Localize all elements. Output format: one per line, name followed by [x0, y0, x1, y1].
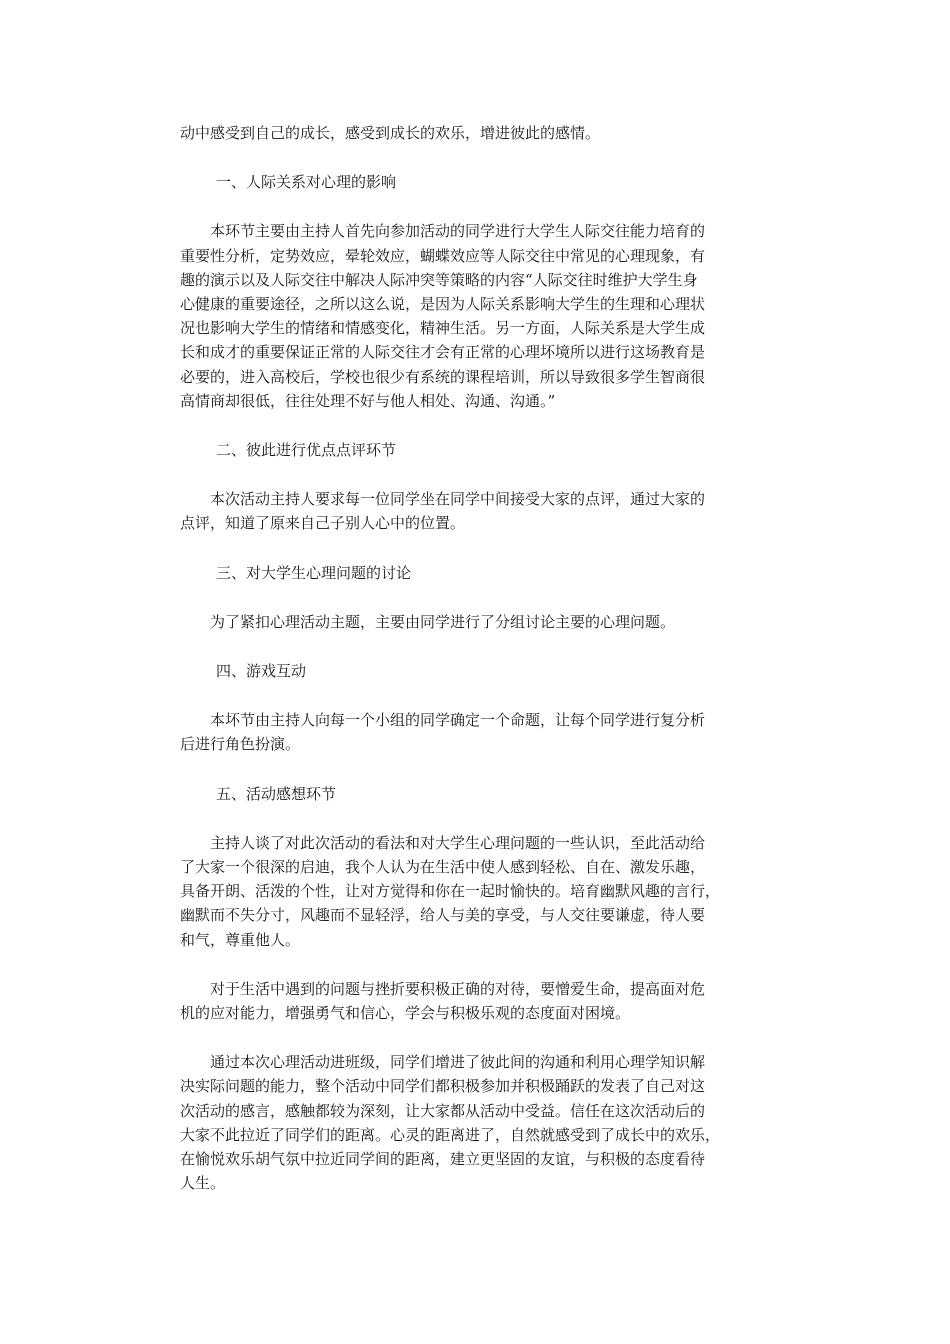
section-heading-4: 四、游戏互动 — [216, 662, 307, 681]
paragraph-section-3: 为了紧扣心理活动主题，主要由同学进行了分组讨论主要的心理问题。 — [210, 612, 676, 631]
section-heading-1: 一、人际关系对心理的影响 — [216, 173, 397, 192]
paragraph-section-4: 本坏节由主持人向每一个小组的同学确定一个命题，让每个同学进行复分析 后进行角色扮演。 — [180, 711, 706, 754]
paragraph-attitude: 对于生活中遇到的问题与挫折要积极正确的对待，要憎爱生命，提高面对危 机的应对能力，增强勇气和信心，学会与积极乐观的态度面对困境。 — [180, 979, 706, 1023]
section-heading-2: 二、彼此进行优点点评环节 — [216, 441, 397, 460]
section-heading-5: 五、活动感想环节 — [216, 784, 337, 803]
section-heading-3: 三、对大学生心理问题的讨论 — [216, 563, 412, 582]
paragraph-section-1: 本环节主要由主持人首先向参加活动的同学进行大学生人际交往能力培育的 重要性分析，定势效应，晕轮效应，蝴蝶效应等人际交往中常见的心理现象，有 趣的演示以及人际交往中解决人际冲突等策略的内容“人际交往时维护大学生身 心健康的重要途径，之所以这么说，是因为人际关系影响大学生的生理和心理状 况也影响大学生的情绪和情感变化，精神生活。另一方面，人际关系是大学生成 长和成才的重要保证正常的人际交往才会有正常的心理坏境所以进行这场教育是 必要的，进入高校后，学校也很少有系统的课程培训，所以导致很多学生智商很 高情商却很低，往往处理不好与他人相处、沟通、沟通。” — [180, 222, 706, 410]
paragraph-conclusion: 通过本次心理活动进班级，同学们增进了彼此间的沟通和利用心理学知识解 决实际问题的能力，整个活动中同学们都积极参加并积极踊跃的发表了自己对这 次活动的感言，感触都较为深刻，让大家都从活动中受益。信任在这次活动后的 大家不此拉近了同学们的距离。心灵的距离进了，自然就感受到了成长中的欢乐， 在愉悦欢乐胡气氛中拉近同学间的距离，建立更坚固的友谊，与积极的态度看待 人生。 — [180, 1053, 721, 1193]
paragraph-section-2: 本次活动主持人要求每一位同学坐在同学中间接受大家的点评，通过大家的 点评，知道了原来自己子别人心中的位置。 — [180, 490, 706, 533]
paragraph-section-5: 主持人谈了对此次活动的看法和对大学生心理问题的一些认识，至此活动给 了大家一个很深的启迪，我个人认为在生活中使人感到轻松、自在、激发乐趣， 具备开朗、活泼的个性，让对方觉得和你在一起时愉快的。培育幽默风趣的言行， 幽默而不失分寸，风趣而不显轻浮，给人与美的享受，与人交往要谦虚，待人要 和气，尊重他人。 — [180, 833, 721, 949]
paragraph-intro-continuation: 动中感受到自己的成长，感受到成长的欢乐，增进彼此的感情。 — [180, 124, 601, 142]
document-body — [180, 121, 770, 1221]
